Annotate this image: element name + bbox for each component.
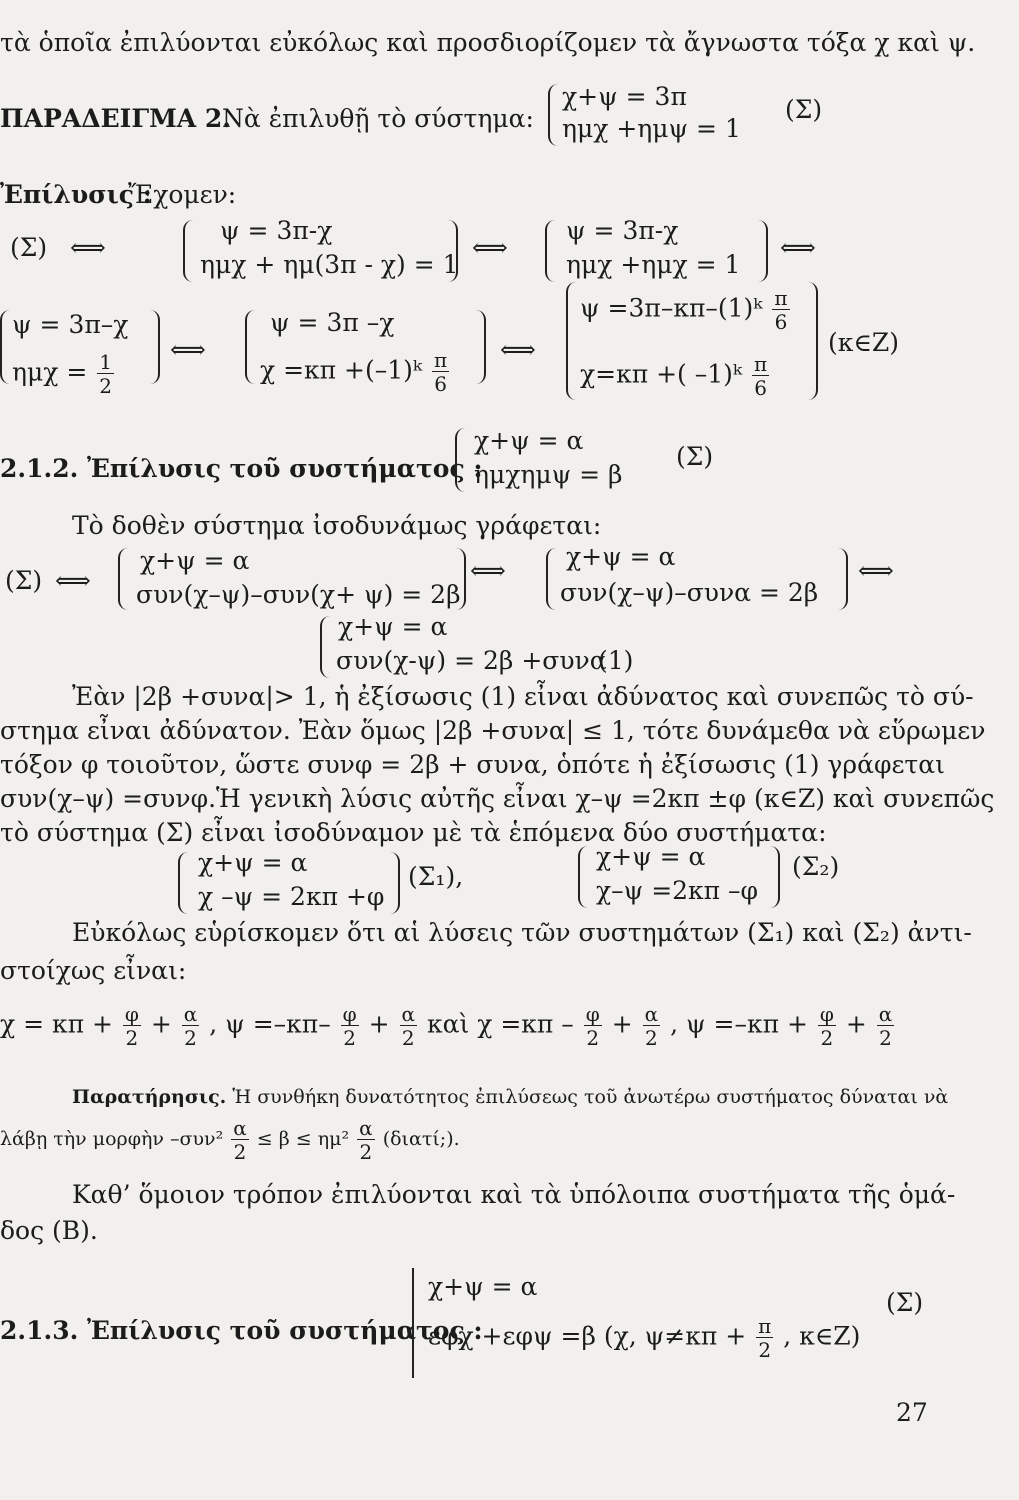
note-line [72,1085,948,1109]
r5-btag: (Σ₂) [792,852,840,881]
r1-a2: ημχ + ημ(3π - χ) = 1 [200,250,459,279]
r3-b2: συν(χ–ψ)–συνα = 2β [560,578,819,607]
equiv-arrow: ⟺ [472,233,508,262]
brace [546,548,556,610]
note-line [0,1118,460,1162]
equiv-arrow: ⟺ [55,566,91,595]
r2-c2 [580,354,771,398]
paragraph: Τὸ δοθὲν σύστημα ἰσοδυνάμως γράφεται: [72,511,602,540]
r2-a2 [12,352,116,396]
solution-text: Ἔχομεν: [128,180,237,209]
brace [758,220,768,282]
brace [455,428,465,492]
r1-b2: ημχ +ημχ = 1 [566,250,741,279]
r1-a1: ψ = 3π-χ [220,216,333,245]
fraction: $\frac{\alpha}{2}$ [401,1002,416,1050]
brace [183,220,193,282]
brace [808,282,818,400]
brace [578,846,588,908]
brace [770,846,780,908]
formula-part: , ψ =–κπ + [670,1009,808,1039]
plus-sign: + [368,1009,390,1039]
fraction: $\frac{\alpha}{2}$ [233,1116,247,1164]
brace [448,220,458,282]
r4-a2: συν(χ-ψ) = 2β +συνα [336,646,607,675]
r2-tag: (κ∈Z) [828,328,900,357]
s213-tag: (Σ) [886,1288,924,1317]
formula-part: χ = κπ + [0,1009,113,1039]
equiv-arrow: ⟺ [780,233,816,262]
brace [838,548,848,610]
r5-b2: χ–ψ =2κπ –φ [596,876,759,905]
note-text: λάβῃ τὴν μορφὴν –συν² [0,1128,224,1150]
r2-a2-text: ημχ = [12,357,88,387]
r4-tag: (1) [598,646,634,675]
paragraph-line: Ἐὰν |2β +συνα|> 1, ἡ ἐξίσωσις (1) εἶναι ἀδύνατος καὶ συνεπῶς τὸ σύ- [72,682,974,711]
s212-eq2: ημχημψ = β [474,460,623,489]
s213-eq2-text: εφχ +εφψ =β (χ, ψ≠κπ + [428,1321,747,1351]
r5-a2: χ –ψ = 2κπ +φ [198,882,385,911]
brace [0,310,10,384]
example-text: Νὰ ἐπιλυθῇ τὸ σύστημα: [222,104,534,133]
brace [245,310,255,384]
r4-a1: χ+ψ = α [338,612,448,641]
brace [476,310,486,384]
fraction: $\frac{\varphi}{2}$ [124,1002,139,1050]
s212-tag: (Σ) [676,442,714,471]
ex2-eq2: ημχ +ημψ = 1 [562,114,741,143]
paragraph-line: τὸ σύστημα (Σ) εἶναι ἰσοδύναμον μὲ τὰ ἑπόμενα δύο συστήματα: [0,818,827,847]
equiv-arrow: ⟺ [70,233,106,262]
r5-a1: χ+ψ = α [198,848,308,877]
ex2-eq1: χ+ψ = 3π [562,82,687,111]
note-text: (διατί;). [382,1128,460,1150]
brace [566,282,576,400]
example-label: ΠΑΡΑΔΕΙΓΜΑ 2. [0,104,231,133]
section-2-1-3-title: 2.1.3. Ἐπίλυσις τοῦ συστήματος : [0,1316,483,1345]
paragraph-line: δος (Β). [0,1216,98,1245]
brace [456,548,466,610]
paragraph-line: συν(χ–ψ) =συνφ.Ἡ γενικὴ λύσις αὐτῆς εἶναι χ–ψ =2κπ ±φ (κ∈Z) καὶ συνεπῶς [0,784,995,813]
note-text: ≤ β ≤ ημ² [256,1128,350,1150]
paragraph-line: στοίχως εἶναι: [0,956,187,985]
fraction: $\frac{\alpha}{2}$ [359,1116,373,1164]
brace [545,220,555,282]
sigma: (Σ) [5,566,43,595]
r2-c1 [580,288,792,332]
section-2-1-2-title: 2.1.2. Ἐπίλυσις τοῦ συστήματος : [0,454,483,483]
solution-formula [0,1004,896,1048]
fraction: $\frac{\varphi}{2}$ [819,1002,834,1050]
s213-eq2 [428,1316,860,1360]
fraction: $\frac{\alpha}{2}$ [878,1002,893,1050]
r2-b2-text: χ =κπ +(–1)ᵏ [260,355,423,385]
paragraph-line: Καθ’ ὅμοιον τρόπον ἐπιλύονται καὶ τὰ ὑπόλοιπα συστήματα τῆς ὁμά- [72,1180,956,1209]
note-label: Παρατήρησις. [72,1086,227,1108]
brace [118,548,128,610]
formula-part: καὶ χ =κπ – [427,1009,574,1039]
fraction: $\frac{\varphi}{2}$ [585,1002,600,1050]
sigma: (Σ) [10,233,48,262]
fraction: $\frac{1}{2}$ [99,350,112,398]
intro-line: τὰ ὁποῖα ἐπιλύονται εὐκόλως καὶ προσδιορίζομεν τὰ ἄγνωστα τόξα χ καὶ ψ. [0,28,976,57]
brace [178,852,188,914]
r2-c1-text: ψ =3π–κπ–(1)ᵏ [580,293,763,323]
plus-sign: + [845,1009,867,1039]
r3-b1: χ+ψ = α [566,542,676,571]
paragraph-line: τόξον φ τοιοῦτον, ὥστε συνφ = 2β + συνα, ὁπότε ἡ ἐξίσωσις (1) γράφεται [0,750,945,779]
plus-sign: + [611,1009,633,1039]
brace [150,310,160,384]
fraction: $\frac{\alpha}{2}$ [183,1002,198,1050]
fraction: $\frac{\pi}{6}$ [753,352,768,400]
brace [412,1268,418,1378]
s212-eq1: χ+ψ = α [474,426,584,455]
note-text: Ἡ συνθήκη δυνατότητος ἐπιλύσεως τοῦ ἀνωτέρω συστήματος δύναται νὰ [232,1086,949,1108]
solution-label: Ἐπίλυσις : [0,180,152,209]
r3-a1: χ+ψ = α [140,546,250,575]
fraction: $\frac{\pi}{2}$ [758,1314,772,1362]
r5-b1: χ+ψ = α [596,842,706,871]
paragraph-line: Εὐκόλως εὑρίσκομεν ὅτι αἱ λύσεις τῶν συστημάτων (Σ₁) καὶ (Σ₂) ἀντι- [72,918,972,947]
brace [320,616,330,678]
r2-b1: ψ = 3π –χ [270,308,395,337]
s213-eq2-tail: , κ∈Z) [783,1321,861,1351]
equiv-arrow: ⟺ [170,335,206,364]
r1-b1: ψ = 3π-χ [566,216,679,245]
r3-a2: συν(χ–ψ)–συν(χ+ ψ) = 2β [136,580,461,609]
s213-eq1: χ+ψ = α [428,1272,538,1301]
brace [390,852,400,914]
r5-atag: (Σ₁), [408,862,464,891]
fraction: $\frac{\pi}{6}$ [774,286,788,334]
fraction: $\frac{\alpha}{2}$ [644,1002,659,1050]
page-number: 27 [896,1398,928,1427]
r2-a1: ψ = 3π–χ [12,310,129,339]
fraction: $\frac{\varphi}{2}$ [342,1002,357,1050]
plus-sign: + [150,1009,172,1039]
r2-b2 [260,350,451,394]
paragraph-line: στημα εἶναι ἀδύνατον. Ἐὰν ὅμως |2β +συνα| ≤ 1, τότε δυνάμεθα νὰ εὕρωμεν [0,716,986,745]
brace [548,84,558,146]
r2-c2-text: χ=κπ +( –1)ᵏ [580,359,743,389]
equiv-arrow: ⟺ [858,556,894,585]
formula-part: , ψ =–κπ– [209,1009,331,1039]
equiv-arrow: ⟺ [500,335,536,364]
ex2-tag: (Σ) [785,95,823,124]
fraction: $\frac{\pi}{6}$ [433,348,448,396]
equiv-arrow: ⟺ [470,556,506,585]
